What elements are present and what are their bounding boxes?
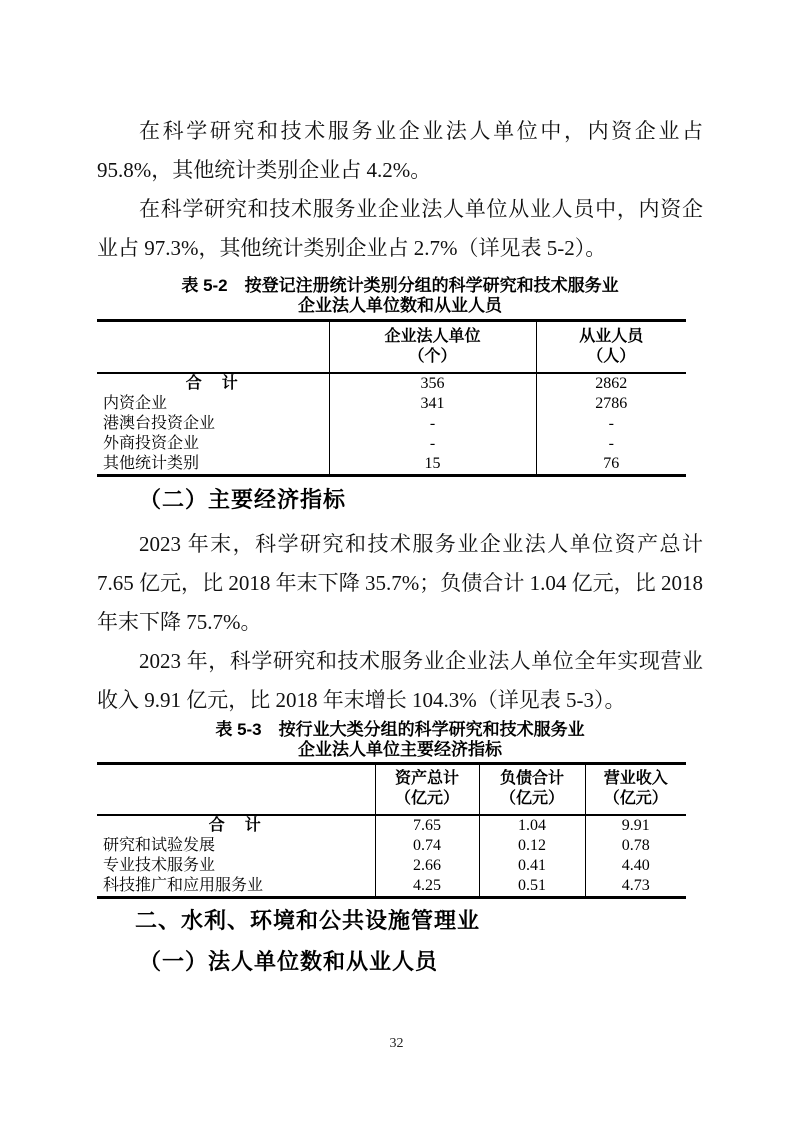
column-header-unit: （亿元） — [394, 790, 459, 808]
cell-value: 0.12 — [479, 836, 585, 856]
stub-header — [97, 321, 329, 373]
cell-value: 7.65 — [375, 815, 479, 836]
row-label: 专业技术服务业 — [103, 857, 216, 874]
table-5-3 — [97, 762, 686, 900]
cell-value: 341 — [329, 394, 536, 414]
table-row — [97, 414, 686, 434]
table-5-3-title-line-2: 企业法人单位主要经济指标 — [298, 739, 502, 759]
table-row — [97, 454, 686, 476]
table-row — [97, 434, 686, 454]
table-row — [97, 856, 686, 876]
cell-value: 1.04 — [479, 815, 585, 836]
column-header-label: 企业法人单位 — [384, 327, 481, 345]
cell-value: 15 — [329, 454, 536, 476]
row-label: 其他统计类别 — [103, 454, 200, 472]
cell-value: 9.91 — [585, 815, 686, 836]
column-header-unit: （人） — [587, 347, 636, 365]
column-header-label: 从业人员 — [579, 327, 644, 345]
cell-value: - — [536, 414, 686, 434]
section-heading-water-environment: 二、水利、环境和公共设施管理业 — [135, 908, 481, 933]
page-number: 32 — [389, 1036, 404, 1051]
paragraph-assets-liabilities: 2023 年末，科学研究和技术服务业企业法人单位资产总计 7.65 亿元，比 2018 年末下降 35.7%；负债合计 1.04 亿元，比 2018 年末下降 75.7%。 — [97, 531, 703, 634]
table-5-2-title — [97, 276, 703, 316]
section-heading-economic-indicators: （二）主要经济指标 — [139, 486, 347, 512]
row-label: 合 计 — [185, 374, 240, 392]
table-row — [97, 373, 686, 394]
table-row — [97, 876, 686, 898]
table-header-row — [97, 321, 686, 373]
cell-value: 0.74 — [375, 836, 479, 856]
paragraph-units-share: 在科学研究和技术服务业企业法人单位中，内资企业占 95.8%，其他统计类别企业占 4.2%。 — [97, 119, 703, 182]
column-header-units — [329, 321, 536, 373]
table-5-2-title-line-1: 表 5-2 按登记注册统计类别分组的科学研究和技术服务业 — [181, 276, 619, 295]
column-header-revenue — [585, 763, 686, 815]
row-label: 外商投资企业 — [103, 434, 200, 452]
column-header-liabilities — [479, 763, 585, 815]
cell-value: 0.41 — [479, 856, 585, 876]
stub-header — [97, 763, 375, 815]
cell-value: - — [536, 434, 686, 454]
cell-value: 4.40 — [585, 856, 686, 876]
column-header-label: 负债合计 — [499, 770, 564, 788]
column-header-assets — [375, 763, 479, 815]
table-5-3-title-line-1: 表 5-3 按行业大类分组的科学研究和技术服务业 — [215, 719, 585, 739]
cell-value: 4.73 — [585, 876, 686, 898]
table-row — [97, 836, 686, 856]
table-5-2-title-line-2: 企业法人单位数和从业人员 — [298, 296, 502, 315]
cell-value: 0.51 — [479, 876, 585, 898]
column-header-label: 营业收入 — [603, 770, 668, 788]
row-label: 研究和试验发展 — [103, 837, 216, 854]
paragraph-revenue: 2023 年，科学研究和技术服务业企业法人单位全年实现营业收入 9.91 亿元，比 2018 年末增长 104.3%（详见表 5-3）。 — [97, 648, 703, 712]
cell-value: 356 — [329, 373, 536, 394]
column-header-staff — [536, 321, 686, 373]
cell-value: 4.25 — [375, 876, 479, 898]
cell-value: - — [329, 434, 536, 454]
section-heading-units-and-staff: （一）法人单位数和从业人员 — [139, 949, 439, 974]
row-label: 港澳台投资企业 — [103, 414, 216, 432]
table-row — [97, 815, 686, 836]
row-label: 合 计 — [208, 817, 263, 834]
row-label: 内资企业 — [103, 394, 168, 412]
column-header-unit: （亿元） — [499, 790, 564, 808]
table-header-row — [97, 763, 686, 815]
row-label: 科技推广和应用服务业 — [103, 877, 264, 894]
column-header-unit: （个） — [408, 347, 457, 365]
column-header-label: 资产总计 — [394, 770, 459, 788]
table-5-2 — [97, 319, 686, 477]
cell-value: 0.78 — [585, 836, 686, 856]
page-content — [97, 0, 703, 977]
table-5-3-title — [97, 720, 703, 760]
cell-value: 2862 — [536, 373, 686, 394]
table-row — [97, 394, 686, 414]
column-header-unit: （亿元） — [603, 790, 668, 808]
paragraph-staff-share: 在科学研究和技术服务业企业法人单位从业人员中，内资企业占 97.3%，其他统计类别企业占 2.7%（详见表 5-2）。 — [97, 197, 703, 260]
cell-value: 2.66 — [375, 856, 479, 876]
cell-value: - — [329, 414, 536, 434]
cell-value: 2786 — [536, 394, 686, 414]
cell-value: 76 — [536, 454, 686, 476]
